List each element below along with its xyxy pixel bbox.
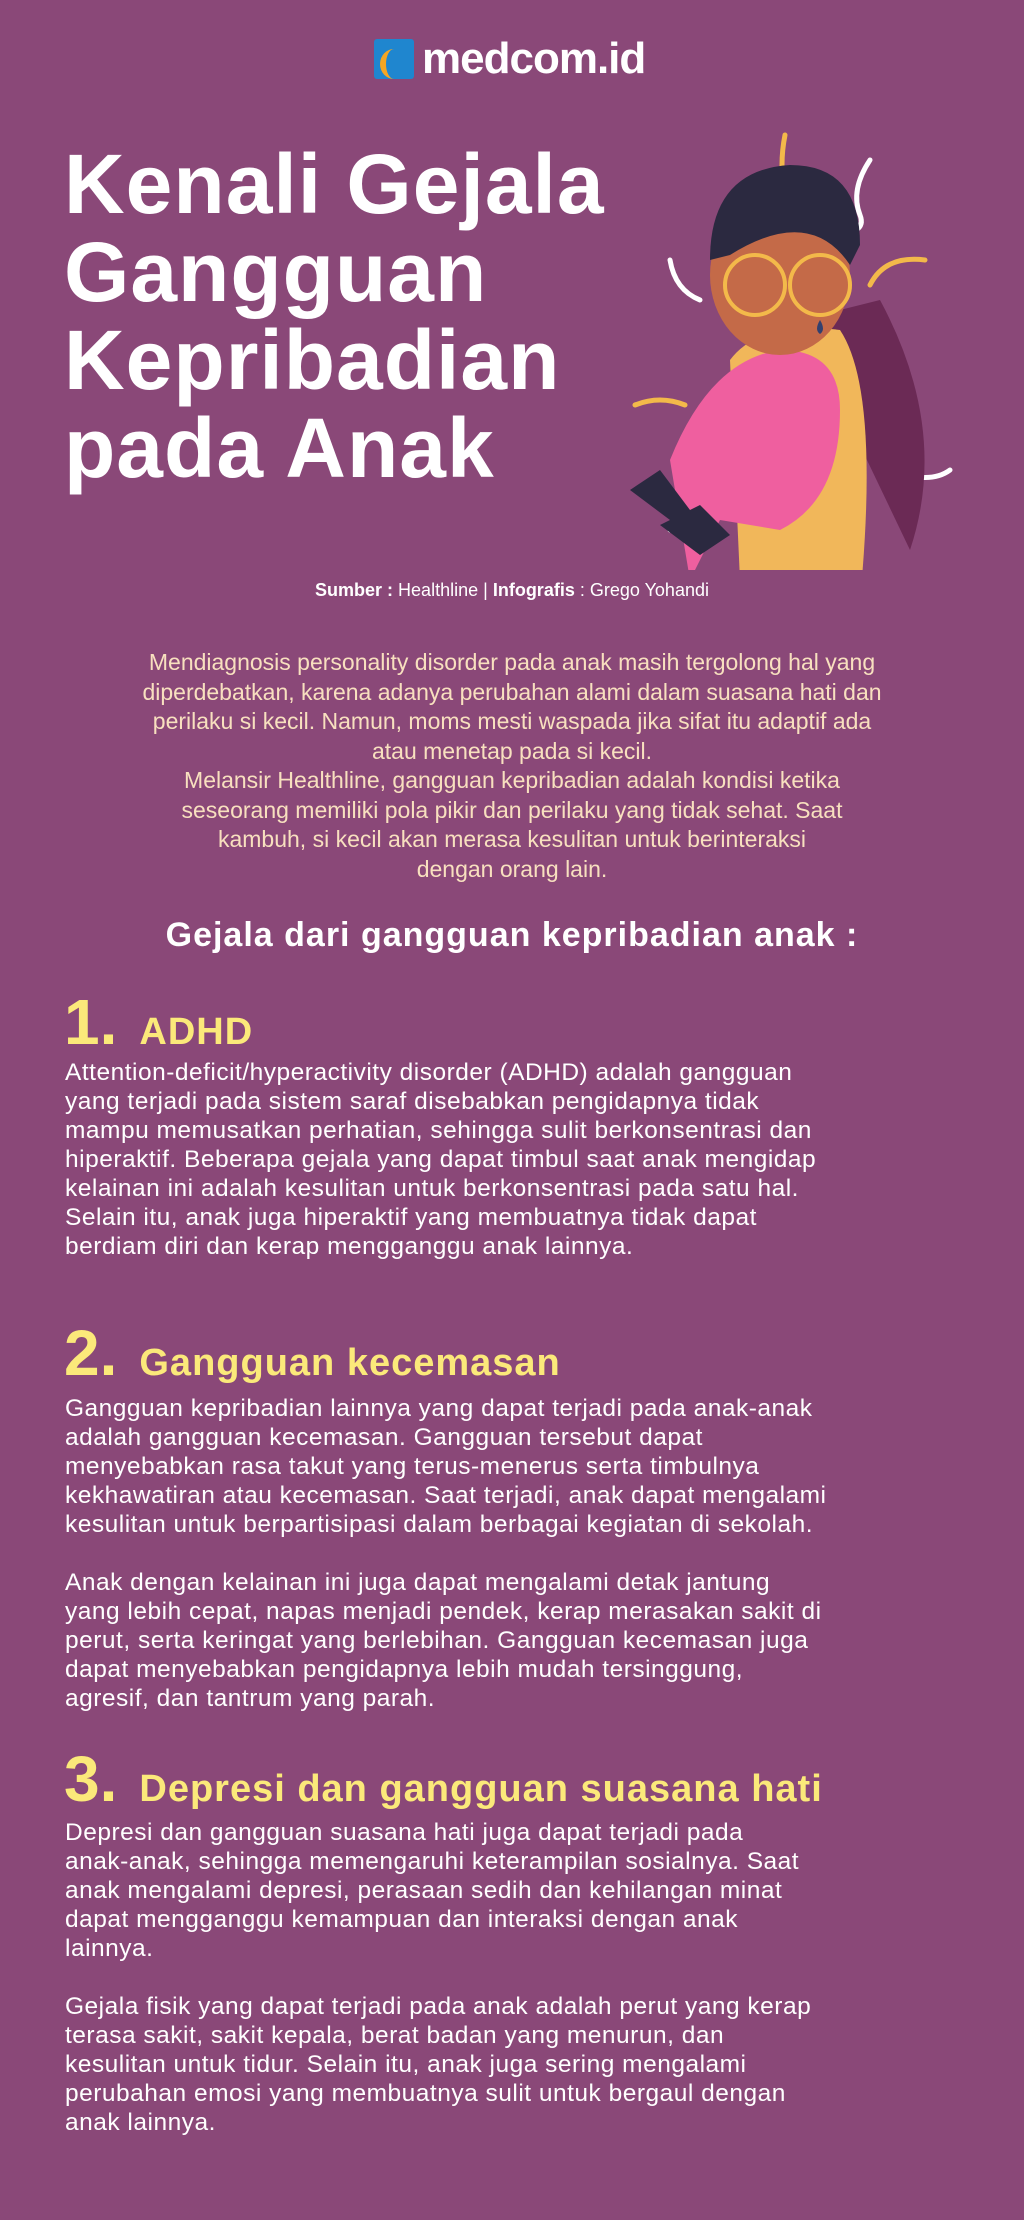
symptoms-heading: Gejala dari gangguan kepribadian anak : [165,916,859,954]
body-line: kekhawatiran atau kecemasan. Saat terjadi, anak dapat mengalami [65,1482,827,1509]
credit-line [0,580,1024,601]
body-line: hiperaktif. Beberapa gejala yang dapat timbul saat anak mengidap [65,1146,817,1173]
intro-paragraph [0,648,1024,884]
body-line: adalah gangguan kecemasan. Gangguan tersebut dapat [65,1424,703,1451]
body-line: Anak dengan kelainan ini juga dapat mengalami detak jantung [65,1569,771,1596]
body-line: Selain itu, anak juga hiperaktif yang membuatnya tidak dapat [65,1204,757,1231]
section-body-anxiety [65,1394,827,1713]
sad-child-illustration [580,60,1000,570]
eagle-logo-icon [374,39,414,79]
body-line: Depresi dan gangguan suasana hati juga dapat terjadi pada [65,1819,744,1846]
body-line: yang terjadi pada sistem saraf disebabkan pengidapnya tidak [65,1088,760,1115]
body-line: Gangguan kepribadian lainnya yang dapat terjadi pada anak-anak [65,1395,813,1422]
intro-line: diperdebatkan, karena adanya perubahan alami dalam suasana hati dan [142,678,882,705]
intro-line: atau menetap pada si kecil. [371,737,652,764]
body-line: anak-anak, sehingga memengaruhi keterampilan sosialnya. Saat [65,1848,800,1875]
section-heading-anxiety [64,1316,561,1390]
source: Healthline [398,580,479,600]
separator: | [483,580,488,600]
logo-text: medcom.id [422,34,646,83]
body-line: kesulitan untuk tidur. Selain itu, anak juga sering mengalami [65,2051,747,2078]
section-heading-adhd [64,985,253,1059]
body-line: lainnya. [65,1935,154,1962]
section-number: 2. [64,1317,118,1389]
body-line: yang lebih cepat, napas menjadi pendek, kerap merasakan sakit di [65,1598,822,1625]
title-line: Gangguan [64,225,488,319]
section-number: 3. [64,1743,118,1815]
section-heading-depression [64,1742,823,1816]
intro-line: perilaku si kecil. Namun, moms mesti waspada jika sifat itu adaptif ada [152,708,872,734]
body-line: berdiam diri dan kerap mengganggu anak lainnya. [65,1233,634,1260]
title-line: Kepribadian [64,313,561,407]
intro-line: Melansir Healthline, gangguan kepribadian adalah kondisi ketika [184,767,840,793]
title-line: pada Anak [64,401,495,495]
body-line: dapat mengganggu kemampuan dan interaksi dengan anak [65,1906,739,1933]
intro-line: Mendiagnosis personality disorder pada anak masih tergolong hal yang [148,649,876,675]
section-body-depression [65,1818,811,2137]
body-line: mampu memusatkan perhatian, sehingga sulit berkonsentrasi dan [65,1117,812,1144]
body-line: kelainan ini adalah kesulitan untuk berkonsentrasi pada satu hal. [65,1175,799,1202]
body-line [65,1539,827,1568]
page-title [64,137,605,495]
intro-line: seseorang memiliki pola pikir dan perilaku yang tidak sehat. Saat [181,796,843,823]
body-line: perubahan emosi yang membuatnya sulit untuk bergaul dengan [65,2080,786,2107]
body-line: agresif, dan tantrum yang parah. [65,1685,436,1712]
body-line: perut, serta keringat yang berlebihan. Gangguan kecemasan juga [65,1627,809,1654]
source-label: Sumber : [315,580,394,600]
title-line: Kenali Gejala [64,137,605,231]
body-line: terasa sakit, sakit kepala, berat badan yang menurun, dan [65,2022,725,2049]
body-line: dapat menyebabkan pengidapnya lebih mudah tersinggung, [65,1656,744,1683]
section-title: Depresi dan gangguan suasana hati [139,1768,823,1810]
body-line: anak lainnya. [65,2109,216,2136]
body-line: Gejala fisik yang dapat terjadi pada anak adalah perut yang kerap [65,1993,812,2020]
section-body-adhd [65,1058,816,1261]
body-line: menyebabkan rasa takut yang terus-menerus serta timbulnya [65,1453,760,1480]
body-line: Attention-deficit/hyperactivity disorder (ADHD) adalah gangguan [65,1059,793,1086]
body-line: kesulitan untuk berpartisipasi dalam berbagai kegiatan di sekolah. [65,1511,814,1538]
section-number: 1. [64,986,118,1058]
intro-line: kambuh, si kecil akan merasa kesulitan untuk berinteraksi [217,826,807,852]
author: : Grego Yohandi [579,580,709,600]
body-line: anak mengalami depresi, perasaan sedih dan kehilangan minat [65,1877,783,1904]
infographic-label: Infografis [492,580,575,600]
section-title: Gangguan kecemasan [139,1342,561,1384]
section-title: ADHD [139,1011,254,1053]
body-line [65,1963,811,1992]
intro-line: dengan orang lain. [416,855,608,882]
